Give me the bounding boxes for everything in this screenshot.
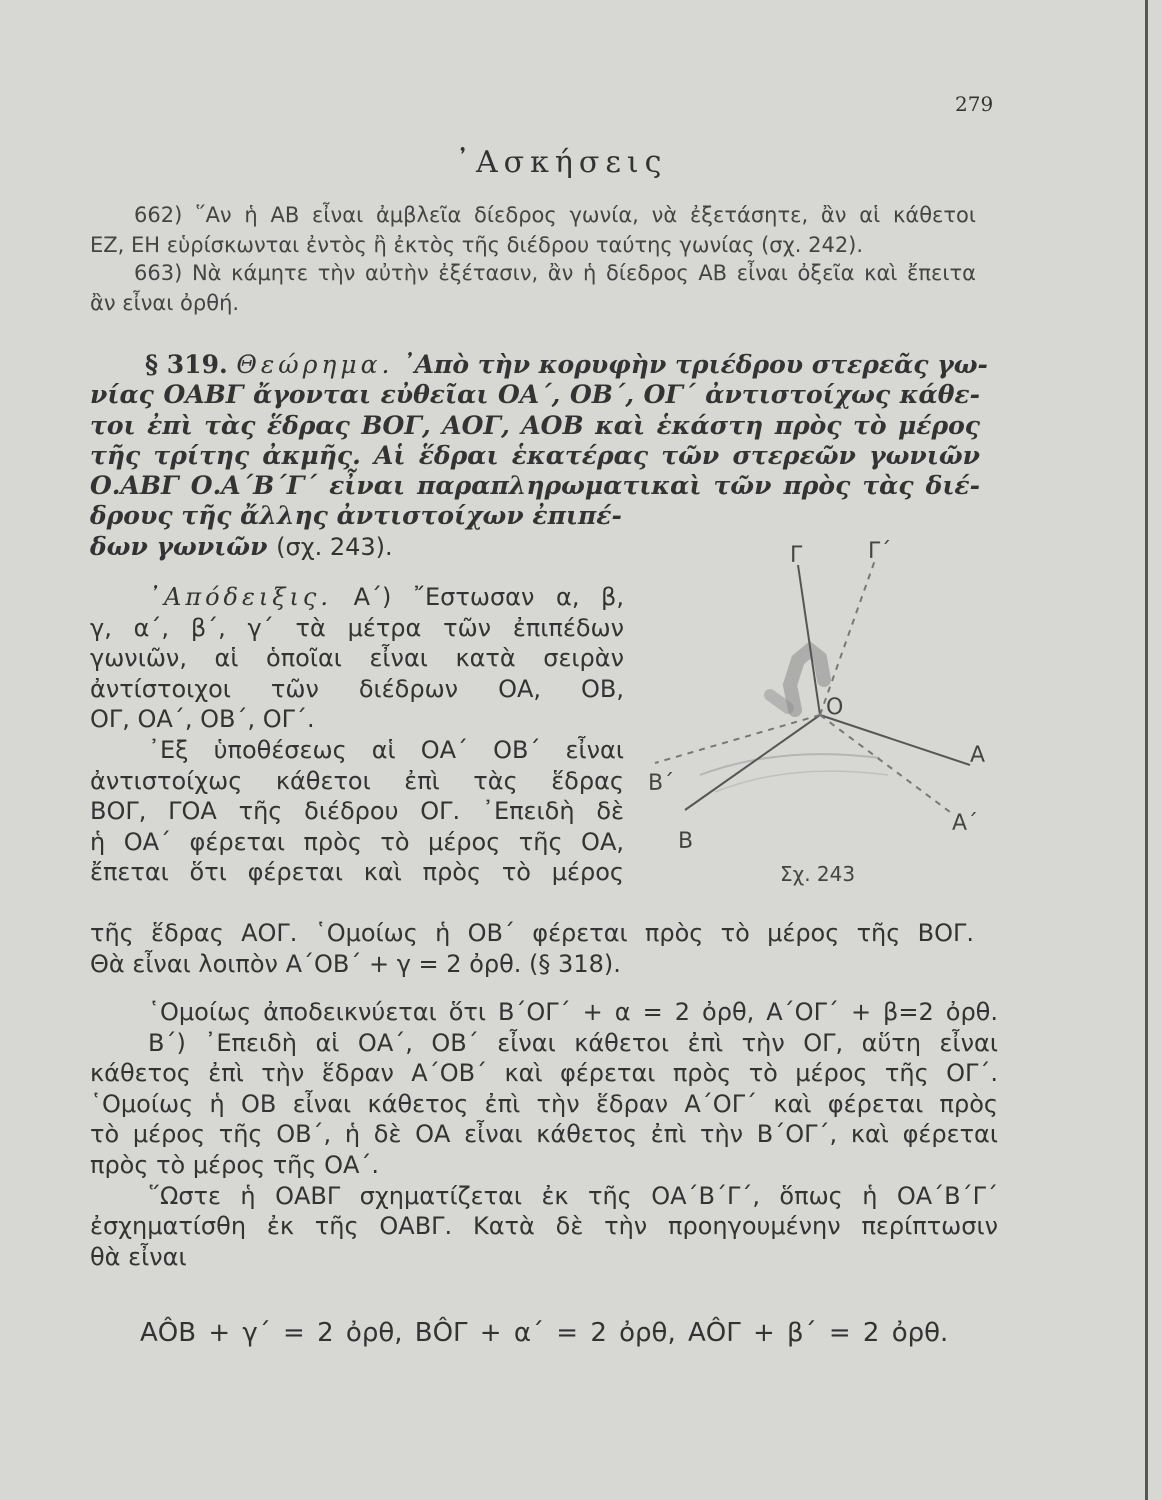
proof-line: θὰ εἶναι	[90, 1242, 187, 1271]
exercise-663	[90, 258, 976, 288]
proof-line: ᾿Εξ ὑποθέσεως αἱ ΟΑ΄ ΟΒ΄ εἶναι	[148, 735, 624, 764]
page-number: 279	[955, 92, 994, 116]
proof-line: Θὰ εἶναι λοιπὸν Α΄ΟΒ΄ + γ = 2 ὀρθ. (§ 318).	[90, 949, 621, 978]
proof-line: ἔπεται ὅτι φέρεται καὶ πρὸς τὸ μέρος	[90, 858, 624, 887]
exercise-number: 662)	[134, 203, 183, 227]
theorem-line: νίας ΟΑΒΓ ἄγονται εὐθεῖαι ΟΑ΄, ΟΒ΄, ΟΓ΄ ἀντιστοίχως κάθε-	[90, 380, 980, 410]
label-Bp: Β΄	[648, 771, 675, 796]
proof-line: ἀντιστοίχως κάθετοι ἐπὶ τὰς ἕδρας	[90, 766, 624, 795]
proof-line: κάθετος ἐπὶ τὴν ἕδραν Α΄ΟΒ΄ καὶ φέρεται πρὸς τὸ μέρος τῆς ΟΓ΄.	[90, 1059, 998, 1088]
proof-line: ῞Ωστε ἡ ΟΑΒΓ σχηματίζεται ἐκ τῆς ΟΑ΄Β΄Γ΄, ὅπως ἡ ΟΑ΄Β΄Γ΄	[148, 1181, 998, 1210]
arc-guide	[715, 771, 888, 792]
theorem-label: Θεώρημα.	[236, 350, 394, 379]
label-Gp: Γ΄	[868, 539, 892, 564]
proof-line: ἡ ΟΑ΄ φέρεται πρὸς τὸ μέρος τῆς ΟΑ,	[90, 827, 624, 856]
label-B: Β	[678, 829, 694, 854]
proof-line: ΒΟΓ, ΓΟΑ τῆς διέδρου ΟΓ. ᾿Επειδὴ δὲ	[90, 797, 624, 826]
theorem-line: τῆς τρίτης ἀκμῆς. Αἱ ἕδραι ἑκατέρας τῶν στερεῶν γωνιῶν	[90, 440, 980, 470]
figure-caption: Σχ. 243	[780, 862, 856, 886]
proof-part-b	[90, 997, 998, 1272]
edge-OG	[798, 565, 820, 715]
theorem-line: Ο.ΑΒΓ Ο.Α΄Β΄Γ΄ εἶναι παραπληρωματικαὶ τῶν πρὸς τὰς διέ-	[90, 471, 980, 501]
proof-line: ἐσχηματίσθη ἐκ τῆς ΟΑΒΓ. Κατὰ δὲ τὴν προηγουμένην περίπτωσιν	[90, 1212, 998, 1241]
proof-text: Α΄) ῎Εστωσαν α, β,	[353, 583, 624, 611]
edge-OGp	[820, 560, 875, 715]
label-G: Γ	[790, 543, 803, 568]
conclusion-formula: ΑÔΒ + γ΄ = 2 ὀρθ, ΒÔΓ + α΄ = 2 ὀρθ, ΑÔΓ + β΄ = 2 ὀρθ.	[140, 1318, 949, 1348]
proof-line: ῾Ομοίως ἀποδεικνύεται ὅτι Β΄ΟΓ΄ + α = 2 ὀρθ, Α΄ΟΓ΄ + β=2 ὀρθ.	[148, 998, 998, 1026]
section-number: § 319.	[145, 350, 228, 379]
proof-line: ῾Ομοίως ἡ ΟΒ εἶναι κάθετος ἐπὶ τὴν ἕδραν Α΄ΟΓ΄ καὶ φέρεται πρὸς	[90, 1089, 998, 1118]
proof-line: ΟΓ, ΟΑ΄, ΟΒ΄, ΟΓ΄.	[90, 705, 315, 734]
exercise-number: 663)	[134, 261, 183, 285]
edge-OB	[685, 715, 820, 810]
proof-line: Β΄) ᾿Επειδὴ αἱ ΟΑ΄, ΟΒ΄ εἶναι κάθετοι ἐπὶ τὴν ΟΓ, αὕτη εἶναι	[148, 1028, 998, 1057]
proof-line: τῆς ἕδρας ΑΟΓ. ῾Ομοίως ἡ ΟΒ΄ φέρεται πρὸς τὸ μέρος τῆς ΒΟΓ.	[90, 919, 974, 947]
label-Ap: Α΄	[952, 811, 979, 836]
exercise-text: Νὰ κάμητε τὴν αὐτὴν ἐξέτασιν, ἂν ἡ δίεδρος ΑΒ εἶναι ὀξεῖα καὶ ἔπειτα	[191, 261, 976, 285]
theorem-line: τοι ἐπὶ τὰς ἕδρας ΒΟΓ, ΑΟΓ, ΑΟΒ καὶ ἑκάστη πρὸς τὸ μέρος	[90, 410, 980, 440]
proof-line: πρὸς τὸ μέρος τῆς ΟΑ΄.	[90, 1150, 380, 1179]
proof-line: γωνιῶν, αἱ ὁποῖαι εἶναι κατὰ σειρὰν	[90, 644, 624, 673]
proof-line	[90, 582, 624, 613]
label-O: Ο	[826, 695, 844, 720]
theorem-text: δων γωνιῶν	[90, 531, 268, 561]
exercise-662-line2: ΕΖ, ΕΗ εὑρίσκωνται ἐντὸς ἢ ἐκτὸς τῆς διέδρου ταύτης γωνίας (σχ. 242).	[90, 233, 864, 257]
edge-OAp	[820, 715, 950, 812]
exercise-text: ῞Αν ἡ ΑΒ εἶναι ἀμβλεῖα δίεδρος γωνία, νὰ ἐξετάσητε, ἂν αἱ κάθετοι	[195, 203, 976, 227]
figure-243	[640, 530, 1000, 890]
proof-line: γ, α΄, β΄, γ΄ τὰ μέτρα τῶν ἐπιπέδων	[90, 613, 624, 642]
label-A: Α	[970, 743, 986, 768]
page-edge	[1145, 0, 1148, 1500]
proof-wide-column	[90, 918, 974, 979]
theorem-text: ᾿Απὸ τὴν κορυφὴν τριέδρου στερεᾶς γω-	[402, 350, 988, 379]
proof-label: ᾿Απόδειξις.	[148, 583, 332, 611]
figure-reference: (σχ. 243).	[276, 532, 393, 561]
exercise-662	[90, 200, 976, 230]
edge-OA	[820, 715, 970, 765]
exercise-663-line2: ἂν εἶναι ὀρθή.	[90, 291, 240, 315]
theorem-line	[90, 350, 988, 380]
proof-line: ἀντίστοιχοι τῶν διέδρων ΟΑ, ΟΒ,	[90, 674, 624, 703]
proof-narrow-column	[90, 582, 624, 888]
section-title: ᾿Ασκήσεις	[455, 145, 668, 180]
theorem-line: δρους τῆς ἄλλης ἀντιστοίχων ἐπιπέ-	[90, 501, 622, 531]
proof-line: τὸ μέρος τῆς ΟΒ΄, ἡ δὲ ΟΑ εἶναι κάθετος ἐπὶ τὴν Β΄ΟΓ΄, καὶ φέρεται	[90, 1120, 998, 1149]
